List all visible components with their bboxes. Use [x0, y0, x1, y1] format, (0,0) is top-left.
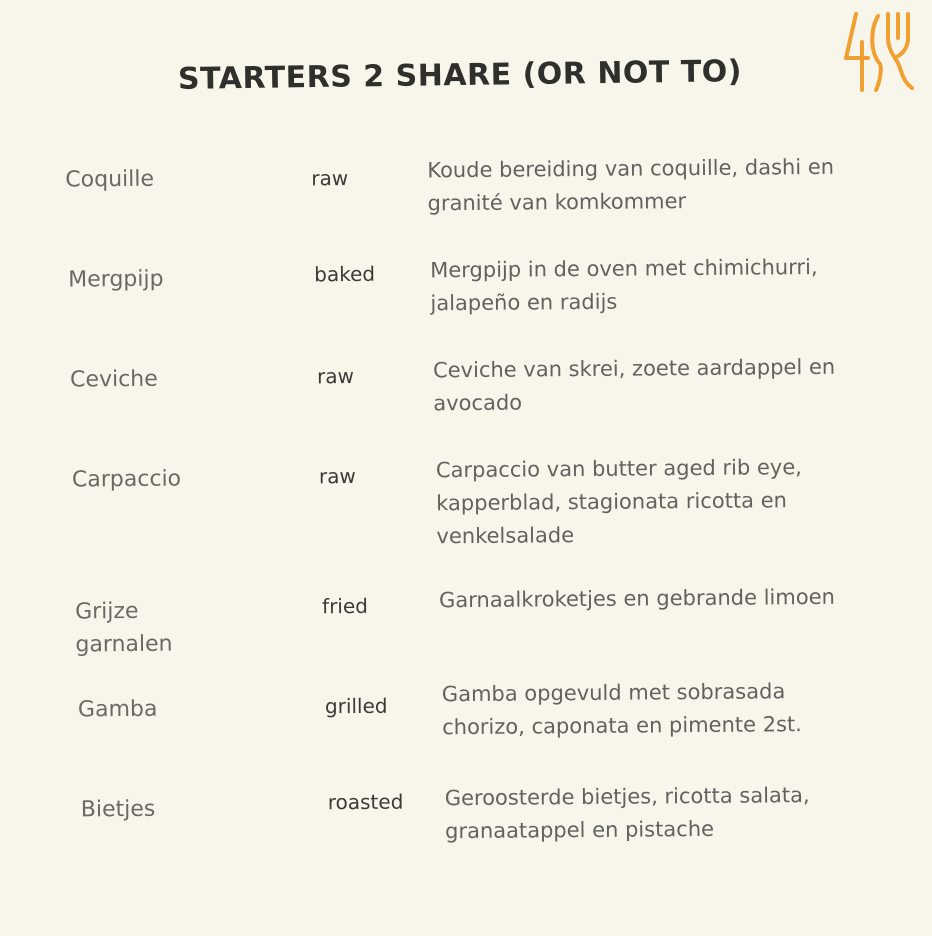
menu-item: [0, 254, 930, 316]
menu-item: [0, 354, 931, 416]
dish-name: Coquille: [65, 166, 155, 193]
dish-description: Gamba opgevuld met sobrasada chorizo, caponata en pimente 2st.: [441, 679, 802, 740]
cooking-method: raw: [316, 364, 355, 389]
menu-item: [3, 783, 932, 844]
menu-item: [0, 154, 929, 216]
dish-description: Koude bereiding van coquille, dashi en granité van komkommer: [427, 154, 835, 216]
cooking-method: raw: [318, 463, 356, 489]
dish-description: Geroosterde bietjes, ricotta salata, granaatappel en pistache: [444, 783, 810, 844]
dish-name: Carpaccio: [71, 466, 182, 493]
dish-description: Mergpijp in de oven met chimichurri, jalapeño en radijs: [430, 254, 818, 316]
menu-item: [0, 455, 932, 549]
cooking-method: fried: [321, 593, 369, 619]
dish-description: Ceviche van skrei, zoete aardappel en avocado: [432, 354, 836, 416]
cooking-method: baked: [314, 261, 376, 287]
menu-item: [2, 679, 932, 740]
dish-name: Gamba: [77, 696, 158, 723]
dish-name: Mergpijp: [68, 266, 164, 293]
cooking-method: roasted: [327, 789, 404, 815]
dish-name: Bietjes: [80, 796, 156, 823]
page-title: STARTERS 2 SHARE (OR NOT TO): [177, 54, 743, 97]
cooking-method: raw: [311, 166, 349, 191]
dish-name: Ceviche: [70, 366, 158, 393]
cooking-method: grilled: [324, 693, 388, 719]
menu-item: [1, 584, 932, 658]
dish-description: Garnaalkroketjes en gebrande limoen: [438, 584, 835, 613]
dish-name: Grijze garnalen: [75, 598, 173, 658]
dish-description: Carpaccio van butter aged rib eye, kapperblad, stagionata ricotta en venkelsalade: [435, 455, 802, 549]
